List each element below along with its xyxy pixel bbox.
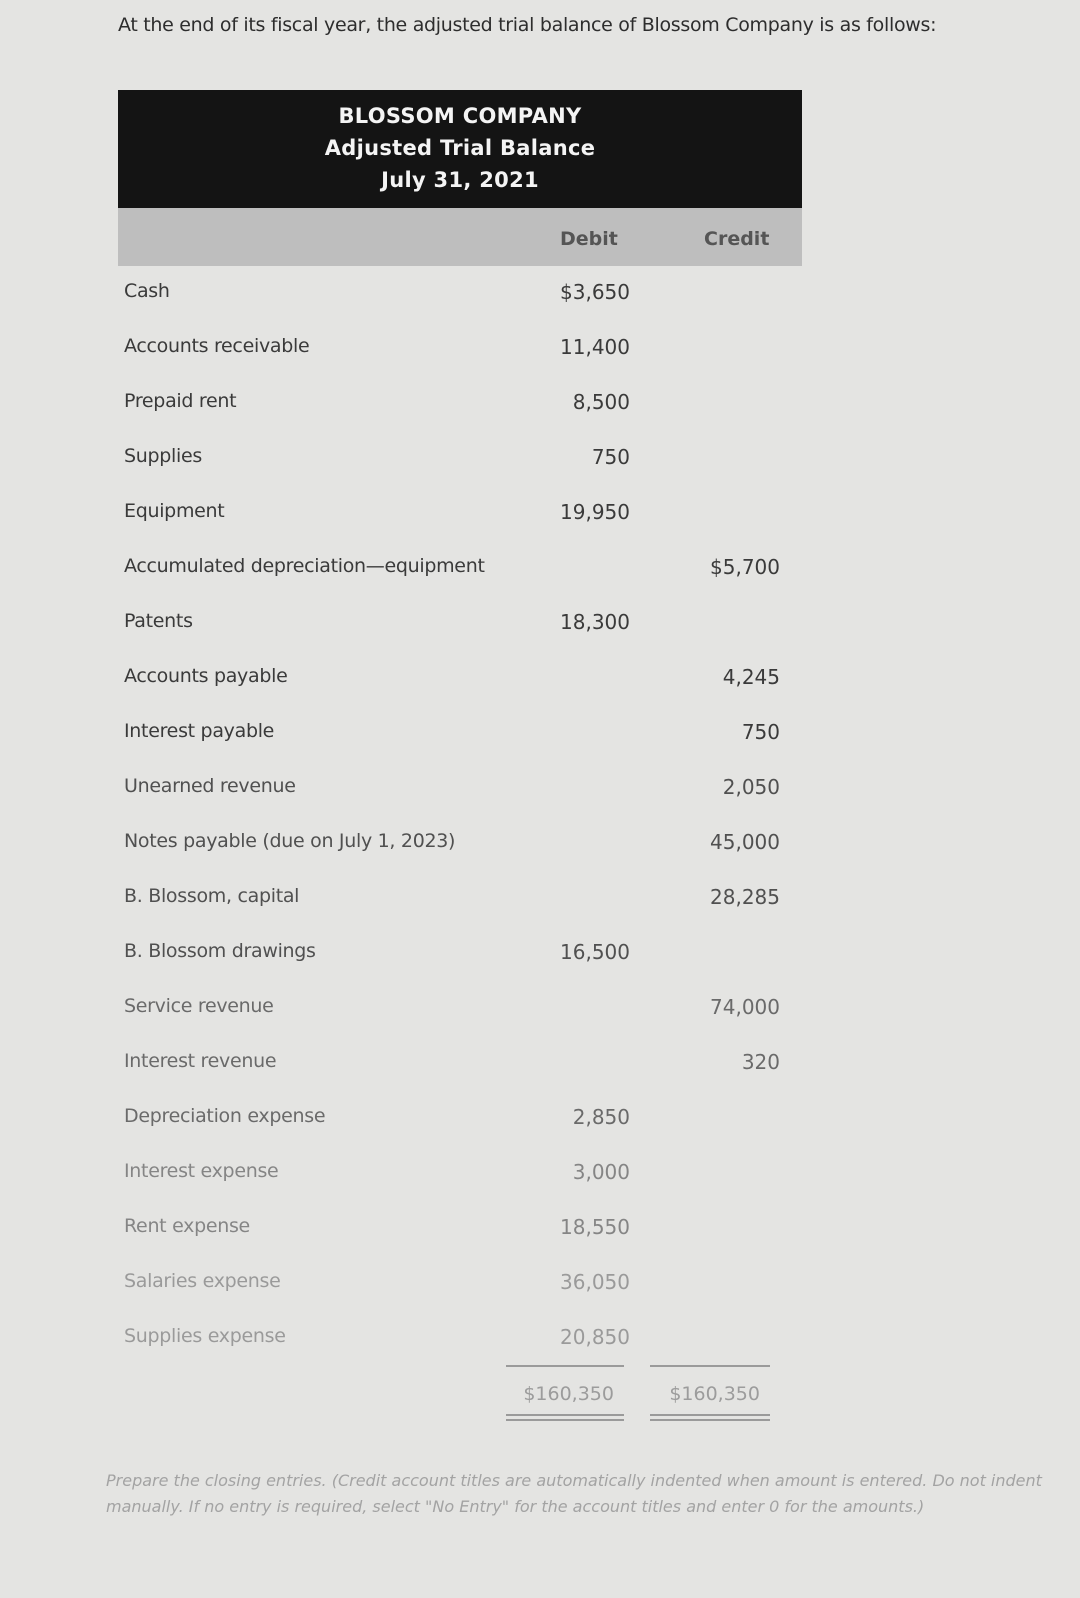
account-title: Equipment bbox=[124, 500, 225, 522]
debit-amount: 750 bbox=[591, 445, 630, 469]
debit-amount: 16,500 bbox=[560, 940, 630, 964]
debit-amount: 18,550 bbox=[560, 1215, 630, 1239]
credit-total-double-rule-2 bbox=[650, 1419, 770, 1421]
account-title: Accumulated depreciation—equipment bbox=[124, 555, 485, 577]
account-title: Interest expense bbox=[124, 1160, 279, 1182]
account-row bbox=[118, 822, 802, 862]
account-title: Patents bbox=[124, 610, 193, 632]
debit-total-double-rule-1 bbox=[506, 1414, 624, 1416]
debit-amount: 18,300 bbox=[560, 610, 630, 634]
account-row bbox=[118, 272, 802, 312]
account-title: Salaries expense bbox=[124, 1270, 281, 1292]
account-row bbox=[118, 382, 802, 422]
account-row bbox=[118, 1097, 802, 1137]
account-row bbox=[118, 1262, 802, 1302]
account-title: Interest revenue bbox=[124, 1050, 277, 1072]
account-title: Supplies expense bbox=[124, 1325, 286, 1347]
account-row bbox=[118, 932, 802, 972]
account-title: Accounts payable bbox=[124, 665, 288, 687]
debit-total: $160,350 bbox=[523, 1383, 614, 1405]
account-row bbox=[118, 987, 802, 1027]
debit-amount: 19,950 bbox=[560, 500, 630, 524]
account-row bbox=[118, 657, 802, 697]
debit-total-double-rule-2 bbox=[506, 1419, 624, 1421]
credit-amount: 320 bbox=[741, 1050, 780, 1074]
account-row bbox=[118, 1207, 802, 1247]
account-title: Unearned revenue bbox=[124, 775, 296, 797]
account-row bbox=[118, 767, 802, 807]
account-title: Supplies bbox=[124, 445, 202, 467]
account-title: Cash bbox=[124, 280, 170, 302]
debit-amount: $3,650 bbox=[560, 280, 630, 304]
credit-amount: 74,000 bbox=[710, 995, 780, 1019]
company-name: BLOSSOM COMPANY bbox=[338, 104, 582, 128]
credit-amount: 4,245 bbox=[722, 665, 780, 689]
account-title: Service revenue bbox=[124, 995, 274, 1017]
account-title: B. Blossom drawings bbox=[124, 940, 316, 962]
credit-amount: 45,000 bbox=[710, 830, 780, 854]
account-title: Interest payable bbox=[124, 720, 275, 742]
account-title: B. Blossom, capital bbox=[124, 885, 300, 907]
account-title: Notes payable (due on July 1, 2023) bbox=[124, 830, 456, 852]
credit-amount: $5,700 bbox=[710, 555, 780, 579]
debit-amount: 20,850 bbox=[560, 1325, 630, 1349]
account-title: Prepaid rent bbox=[124, 390, 237, 412]
account-row bbox=[118, 712, 802, 752]
account-row bbox=[118, 492, 802, 532]
debit-column-header: Debit bbox=[560, 228, 618, 250]
statement-header bbox=[118, 90, 802, 208]
account-row bbox=[118, 877, 802, 917]
column-header-bar bbox=[118, 208, 802, 266]
debit-amount: 11,400 bbox=[560, 335, 630, 359]
credit-total-double-rule-1 bbox=[650, 1414, 770, 1416]
account-row bbox=[118, 1152, 802, 1192]
statement-date: July 31, 2021 bbox=[381, 168, 539, 192]
account-row bbox=[118, 437, 802, 477]
account-title: Rent expense bbox=[124, 1215, 250, 1237]
account-row bbox=[118, 602, 802, 642]
credit-column-header: Credit bbox=[704, 228, 770, 250]
problem-intro: At the end of its fiscal year, the adjusted trial balance of Blossom Company is as follows: bbox=[118, 14, 937, 36]
debit-amount: 8,500 bbox=[572, 390, 630, 414]
debit-amount: 36,050 bbox=[560, 1270, 630, 1294]
credit-total: $160,350 bbox=[669, 1383, 760, 1405]
credit-amount: 2,050 bbox=[722, 775, 780, 799]
debit-amount: 3,000 bbox=[572, 1160, 630, 1184]
account-row bbox=[118, 1317, 802, 1357]
account-title: Depreciation expense bbox=[124, 1105, 326, 1127]
credit-amount: 28,285 bbox=[710, 885, 780, 909]
account-row bbox=[118, 547, 802, 587]
account-row bbox=[118, 327, 802, 367]
credit-amount: 750 bbox=[741, 720, 780, 744]
credit-total-top-rule bbox=[650, 1365, 770, 1367]
account-title: Accounts receivable bbox=[124, 335, 310, 357]
statement-title: Adjusted Trial Balance bbox=[324, 136, 596, 160]
account-row bbox=[118, 1042, 802, 1082]
debit-amount: 2,850 bbox=[572, 1105, 630, 1129]
debit-total-top-rule bbox=[506, 1365, 624, 1367]
instruction-text: Prepare the closing entries. (Credit account titles are automatically indented when amount is entered. Do not indent manually. If no entry is required, select "No Entry" for the account titles and enter 0 for the amounts.) bbox=[106, 1471, 1042, 1516]
